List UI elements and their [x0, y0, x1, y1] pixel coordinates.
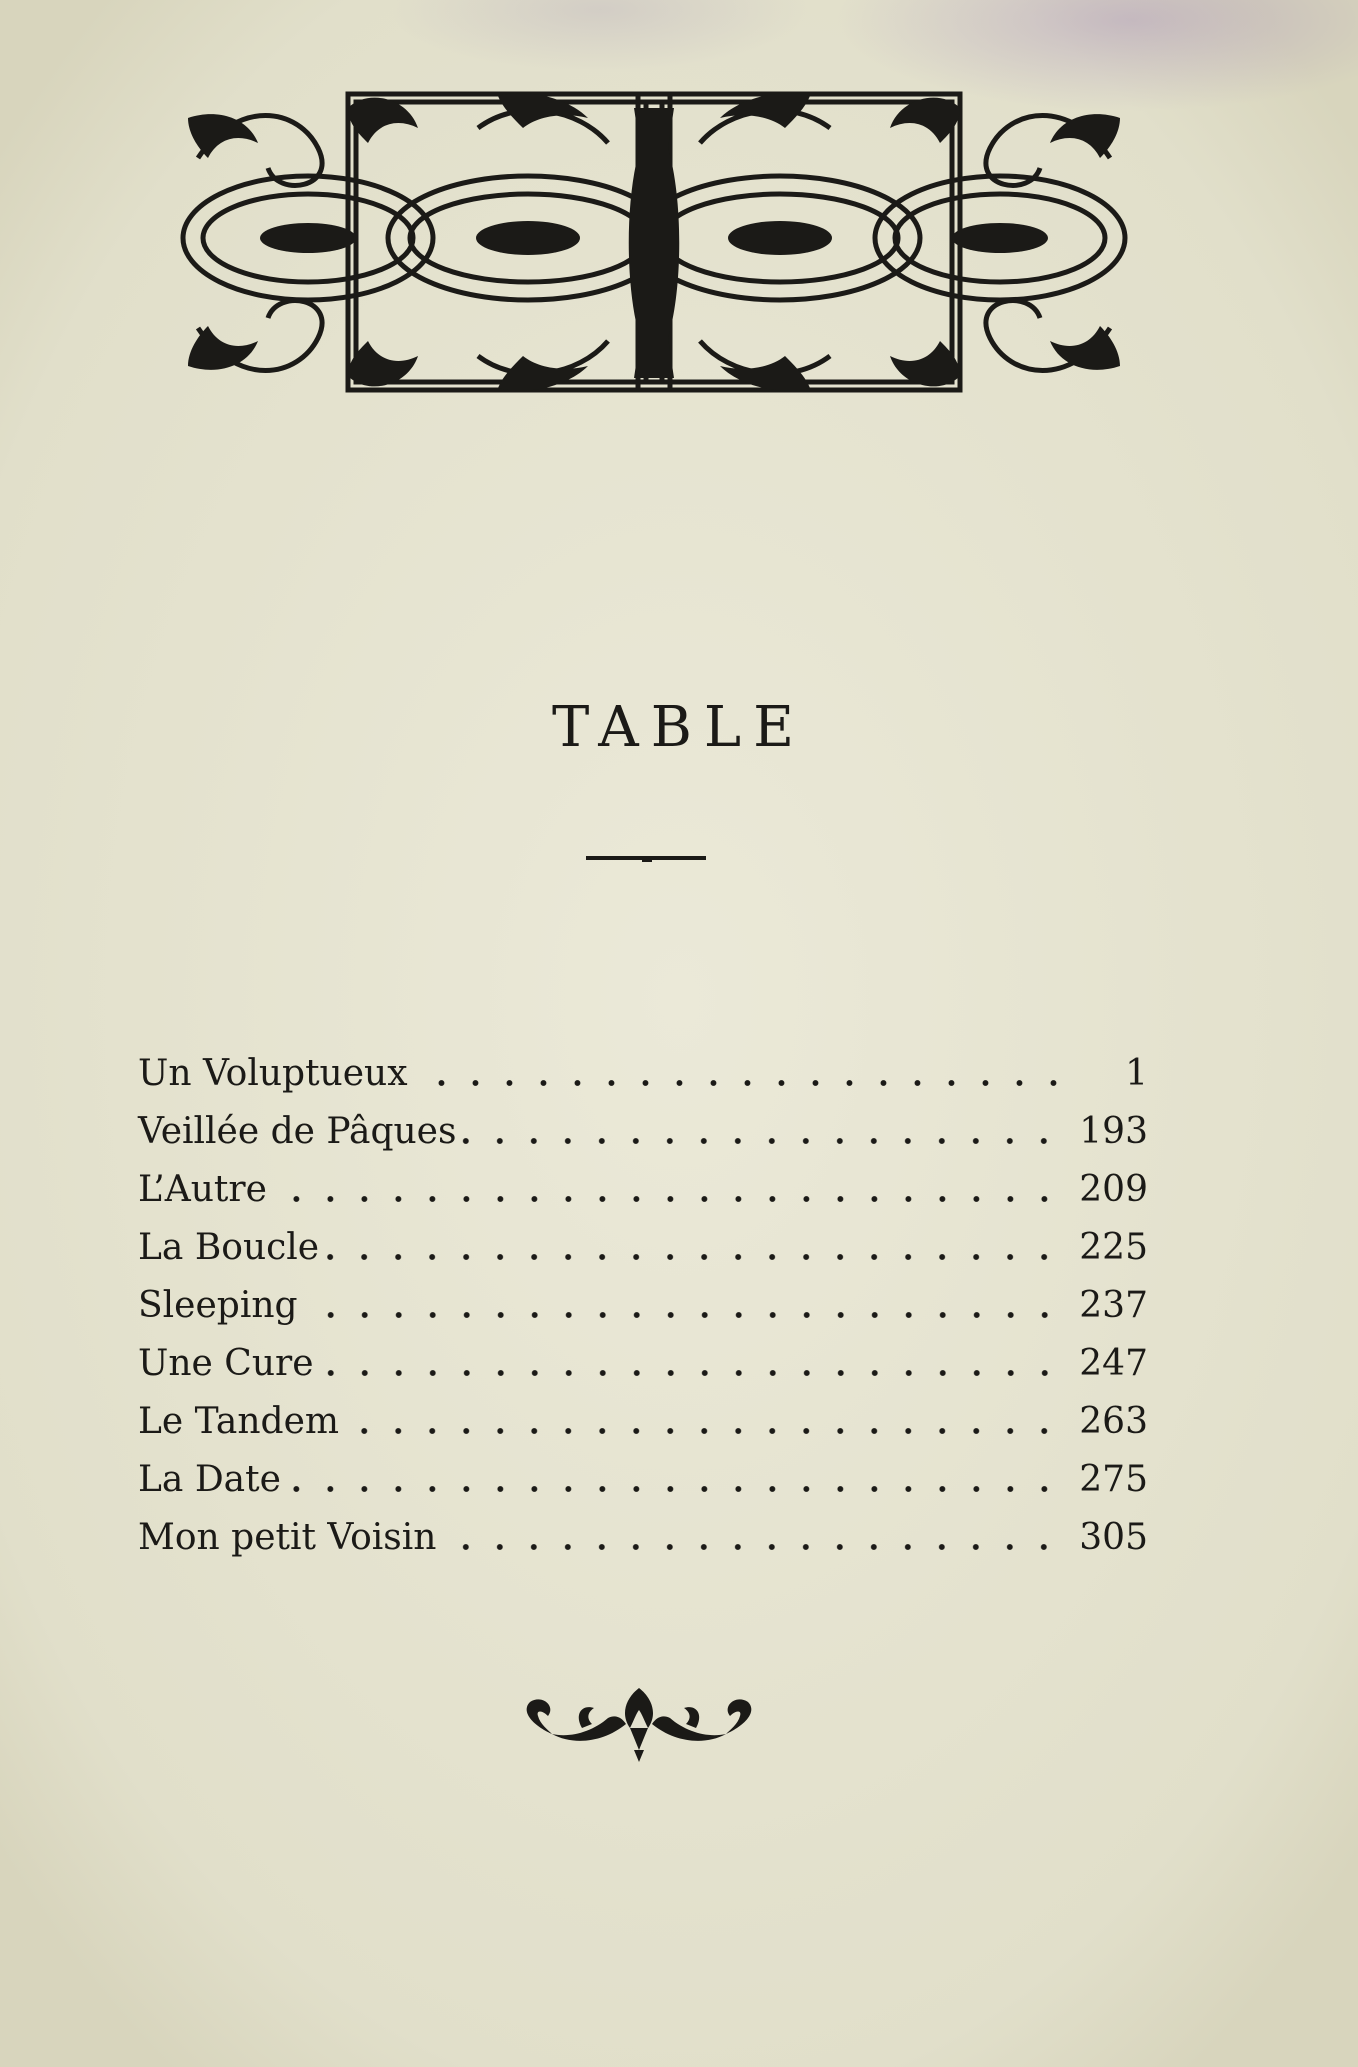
dot-leader	[462, 1136, 1061, 1146]
toc-entry	[138, 1219, 1148, 1277]
ornamental-tailpiece	[512, 1684, 766, 1770]
toc-entry	[138, 1509, 1148, 1567]
toc-entry	[138, 1393, 1148, 1451]
toc-entry-page: 275	[1079, 1459, 1148, 1500]
table-of-contents	[138, 1045, 1148, 1567]
toc-entry-title: Un Voluptueux	[138, 1053, 408, 1094]
toc-entry-title: La Boucle	[138, 1227, 320, 1268]
toc-entry-page: 247	[1079, 1343, 1148, 1384]
toc-entry-page: 193	[1079, 1111, 1148, 1152]
toc-entry-title: Une Cure	[138, 1343, 314, 1384]
toc-entry-page: 237	[1079, 1285, 1148, 1326]
toc-entry-title: Veillée de Pâques	[138, 1111, 457, 1152]
dot-leader	[414, 1078, 1070, 1088]
toc-entry-page: 305	[1079, 1517, 1148, 1558]
dot-leader	[442, 1542, 1061, 1552]
page-title: TABLE	[552, 695, 806, 760]
dot-leader	[287, 1484, 1061, 1494]
toc-entry	[138, 1277, 1148, 1335]
toc-entry-title: La Date	[138, 1459, 281, 1500]
toc-entry-page: 263	[1079, 1401, 1148, 1442]
toc-entry	[138, 1045, 1148, 1103]
toc-entry	[138, 1335, 1148, 1393]
toc-entry-title: Sleeping	[138, 1285, 298, 1326]
toc-entry-page: 225	[1079, 1227, 1148, 1268]
ornamental-headpiece	[178, 88, 1130, 396]
dot-leader	[325, 1252, 1061, 1262]
toc-entry-page: 209	[1079, 1169, 1148, 1210]
toc-entry	[138, 1103, 1148, 1161]
toc-entry	[138, 1161, 1148, 1219]
dot-leader	[304, 1310, 1062, 1320]
toc-entry-title: Mon petit Voisin	[138, 1517, 437, 1558]
toc-entry-page: 1	[1125, 1053, 1148, 1094]
toc-entry-title: L’Autre	[138, 1169, 267, 1210]
title-divider	[586, 856, 706, 860]
dot-leader	[320, 1368, 1062, 1378]
dot-leader	[345, 1426, 1061, 1436]
dot-leader	[273, 1194, 1061, 1204]
toc-entry-title: Le Tandem	[138, 1401, 340, 1442]
toc-entry	[138, 1451, 1148, 1509]
